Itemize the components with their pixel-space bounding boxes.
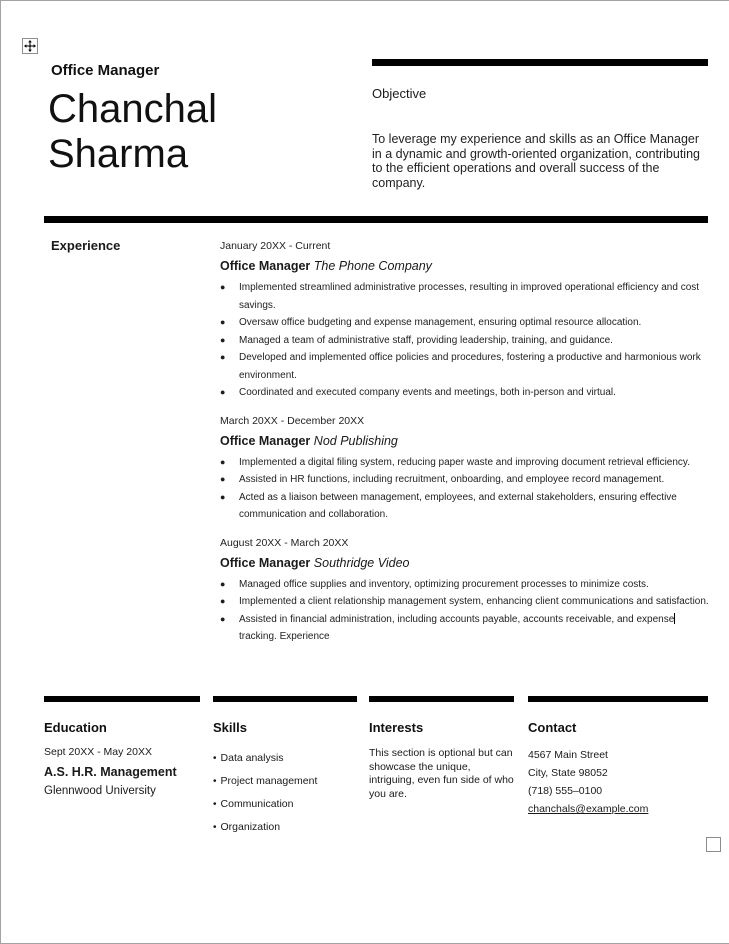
- job-title-line: [220, 556, 709, 571]
- job-bullet: [220, 611, 709, 646]
- job-title: Office Manager: [220, 259, 311, 273]
- bullet-dot: •: [213, 753, 217, 764]
- objective-divider-bar: [372, 59, 708, 66]
- skill-item: [213, 793, 357, 816]
- bullet-dot: •: [213, 799, 217, 810]
- experience-content: [220, 240, 709, 659]
- skill-item: [213, 816, 357, 839]
- job-bullet-list: [220, 454, 709, 524]
- contact-lines: [528, 746, 708, 818]
- job-company: The Phone Company: [313, 259, 432, 273]
- bullet-text: Coordinated and executed company events and meetings, both in-person and virtual.: [239, 387, 616, 398]
- contact-heading: Contact: [528, 720, 577, 735]
- name-line2: Sharma: [48, 132, 189, 176]
- job-title-line: [220, 259, 709, 274]
- job-entry: [220, 537, 709, 646]
- contact-email-link[interactable]: chanchals@example.com: [528, 803, 649, 815]
- contact-section: [528, 696, 708, 818]
- contact-address-line1: 4567 Main Street: [528, 749, 608, 761]
- job-bullet: [220, 489, 709, 524]
- bullet-text: Managed office supplies and inventory, optimizing procurement processes to minimize costs.: [239, 578, 649, 590]
- job-bullet: [220, 384, 709, 402]
- contact-address-line2: City, State 98052: [528, 767, 608, 779]
- job-title: Office Manager: [220, 555, 311, 570]
- interests-divider-bar: [369, 696, 514, 702]
- skill-item: [213, 747, 357, 770]
- education-degree: A.S. H.R. Management: [44, 765, 177, 779]
- job-bullet: [220, 349, 709, 384]
- interests-text: This section is optional but can showcase the unique, intriguing, even fun side of who you are.: [369, 747, 514, 800]
- skills-section: [213, 696, 357, 839]
- job-dates: March 20XX - December 20XX: [220, 414, 365, 427]
- bullet-dot: ●: [220, 474, 226, 484]
- name-line1: Chanchal: [48, 87, 218, 131]
- job-company: Southridge Video: [313, 555, 410, 570]
- job-bullet-list: [220, 576, 709, 646]
- objective-text: To leverage my experience and skills as an Office Manager in a dynamic and growth-oriented organization, contributing to the efficient operations and overall success of the company.: [372, 132, 700, 190]
- skills-divider-bar: [213, 696, 357, 702]
- bullet-text: Developed and implemented office policies and procedures, fostering a productive and harmonious work environment.: [239, 352, 701, 381]
- contact-divider-bar: [528, 696, 708, 702]
- text-cursor: [674, 613, 675, 624]
- bullet-text-with-caret[interactable]: [239, 611, 709, 646]
- bullet-dot: ●: [220, 578, 226, 589]
- bullet-text: Assisted in HR functions, including recruitment, onboarding, and employee record management.: [239, 474, 665, 485]
- bullet-text-post-caret: tracking. Experience: [239, 631, 330, 642]
- education-heading: Education: [44, 720, 107, 735]
- bullet-dot: ●: [220, 387, 226, 397]
- bullet-text: Implemented streamlined administrative processes, resulting in improved operational efficiency and cost savings.: [239, 282, 700, 311]
- interests-heading: Interests: [369, 720, 424, 735]
- job-bullet: [220, 576, 709, 594]
- bullet-dot: •: [213, 776, 217, 787]
- bullet-dot: ●: [220, 596, 226, 606]
- job-bullet: [220, 314, 709, 332]
- skill-item: [213, 770, 357, 793]
- bullet-dot: ●: [220, 491, 226, 502]
- job-dates: January 20XX - Current: [220, 240, 331, 252]
- job-dates: August 20XX - March 20XX: [220, 536, 349, 549]
- job-bullet: [220, 454, 709, 472]
- candidate-name: [48, 87, 217, 177]
- bullet-text: Implemented a client relationship management system, enhancing client communications and satisfaction.: [239, 596, 709, 607]
- bullet-dot: ●: [220, 613, 226, 624]
- bullet-dot: ●: [220, 334, 226, 345]
- job-entry: [220, 415, 709, 524]
- bullet-text: Implemented a digital filing system, reducing paper waste and improving document retrieval efficiency.: [239, 456, 690, 468]
- bullet-dot: ●: [220, 352, 226, 362]
- skill-text: Data analysis: [220, 752, 284, 764]
- skill-text: Communication: [220, 798, 294, 810]
- skills-list: [213, 747, 357, 839]
- bullet-text: Managed a team of administrative staff, providing leadership, training, and guidance.: [239, 334, 613, 346]
- bullet-text-pre-caret: Assisted in financial administration, including accounts payable, accounts receivable, and expense: [239, 613, 675, 625]
- role-label: Office Manager: [51, 62, 160, 79]
- education-school: Glennwood University: [44, 785, 156, 797]
- job-bullet: [220, 332, 709, 350]
- bullet-dot: •: [213, 822, 217, 833]
- job-company: Nod Publishing: [313, 433, 398, 448]
- job-bullet-list: [220, 279, 709, 402]
- job-entry: [220, 240, 709, 402]
- education-section: [44, 696, 200, 797]
- education-divider-bar: [44, 696, 200, 702]
- skill-text: Project management: [220, 775, 318, 787]
- education-dates: Sept 20XX - May 20XX: [44, 746, 152, 758]
- skills-heading: Skills: [213, 720, 247, 735]
- four-way-arrow-icon: [24, 40, 36, 52]
- experience-divider-bar: [44, 216, 708, 223]
- objective-section: [372, 59, 708, 190]
- bullet-dot: ●: [220, 317, 226, 327]
- bullet-text: Oversaw office budgeting and expense management, ensuring optimal resource allocation.: [239, 317, 642, 328]
- skill-text: Organization: [220, 821, 281, 833]
- bullet-text: Acted as a liaison between management, employees, and external stakeholders, ensuring effective communication and collaboration.: [239, 491, 677, 520]
- resize-handle[interactable]: [706, 837, 721, 852]
- job-bullet: [220, 279, 709, 314]
- experience-heading: Experience: [51, 238, 121, 253]
- move-icon[interactable]: [22, 38, 38, 54]
- job-bullet: [220, 471, 709, 489]
- bullet-dot: ●: [220, 282, 226, 292]
- bullet-dot: ●: [220, 456, 226, 467]
- job-bullet: [220, 593, 709, 611]
- interests-section: [369, 696, 514, 801]
- job-title: Office Manager: [220, 433, 311, 448]
- job-title-line: [220, 434, 709, 449]
- objective-heading: Objective: [372, 86, 427, 101]
- contact-phone: (718) 555–0100: [528, 785, 603, 797]
